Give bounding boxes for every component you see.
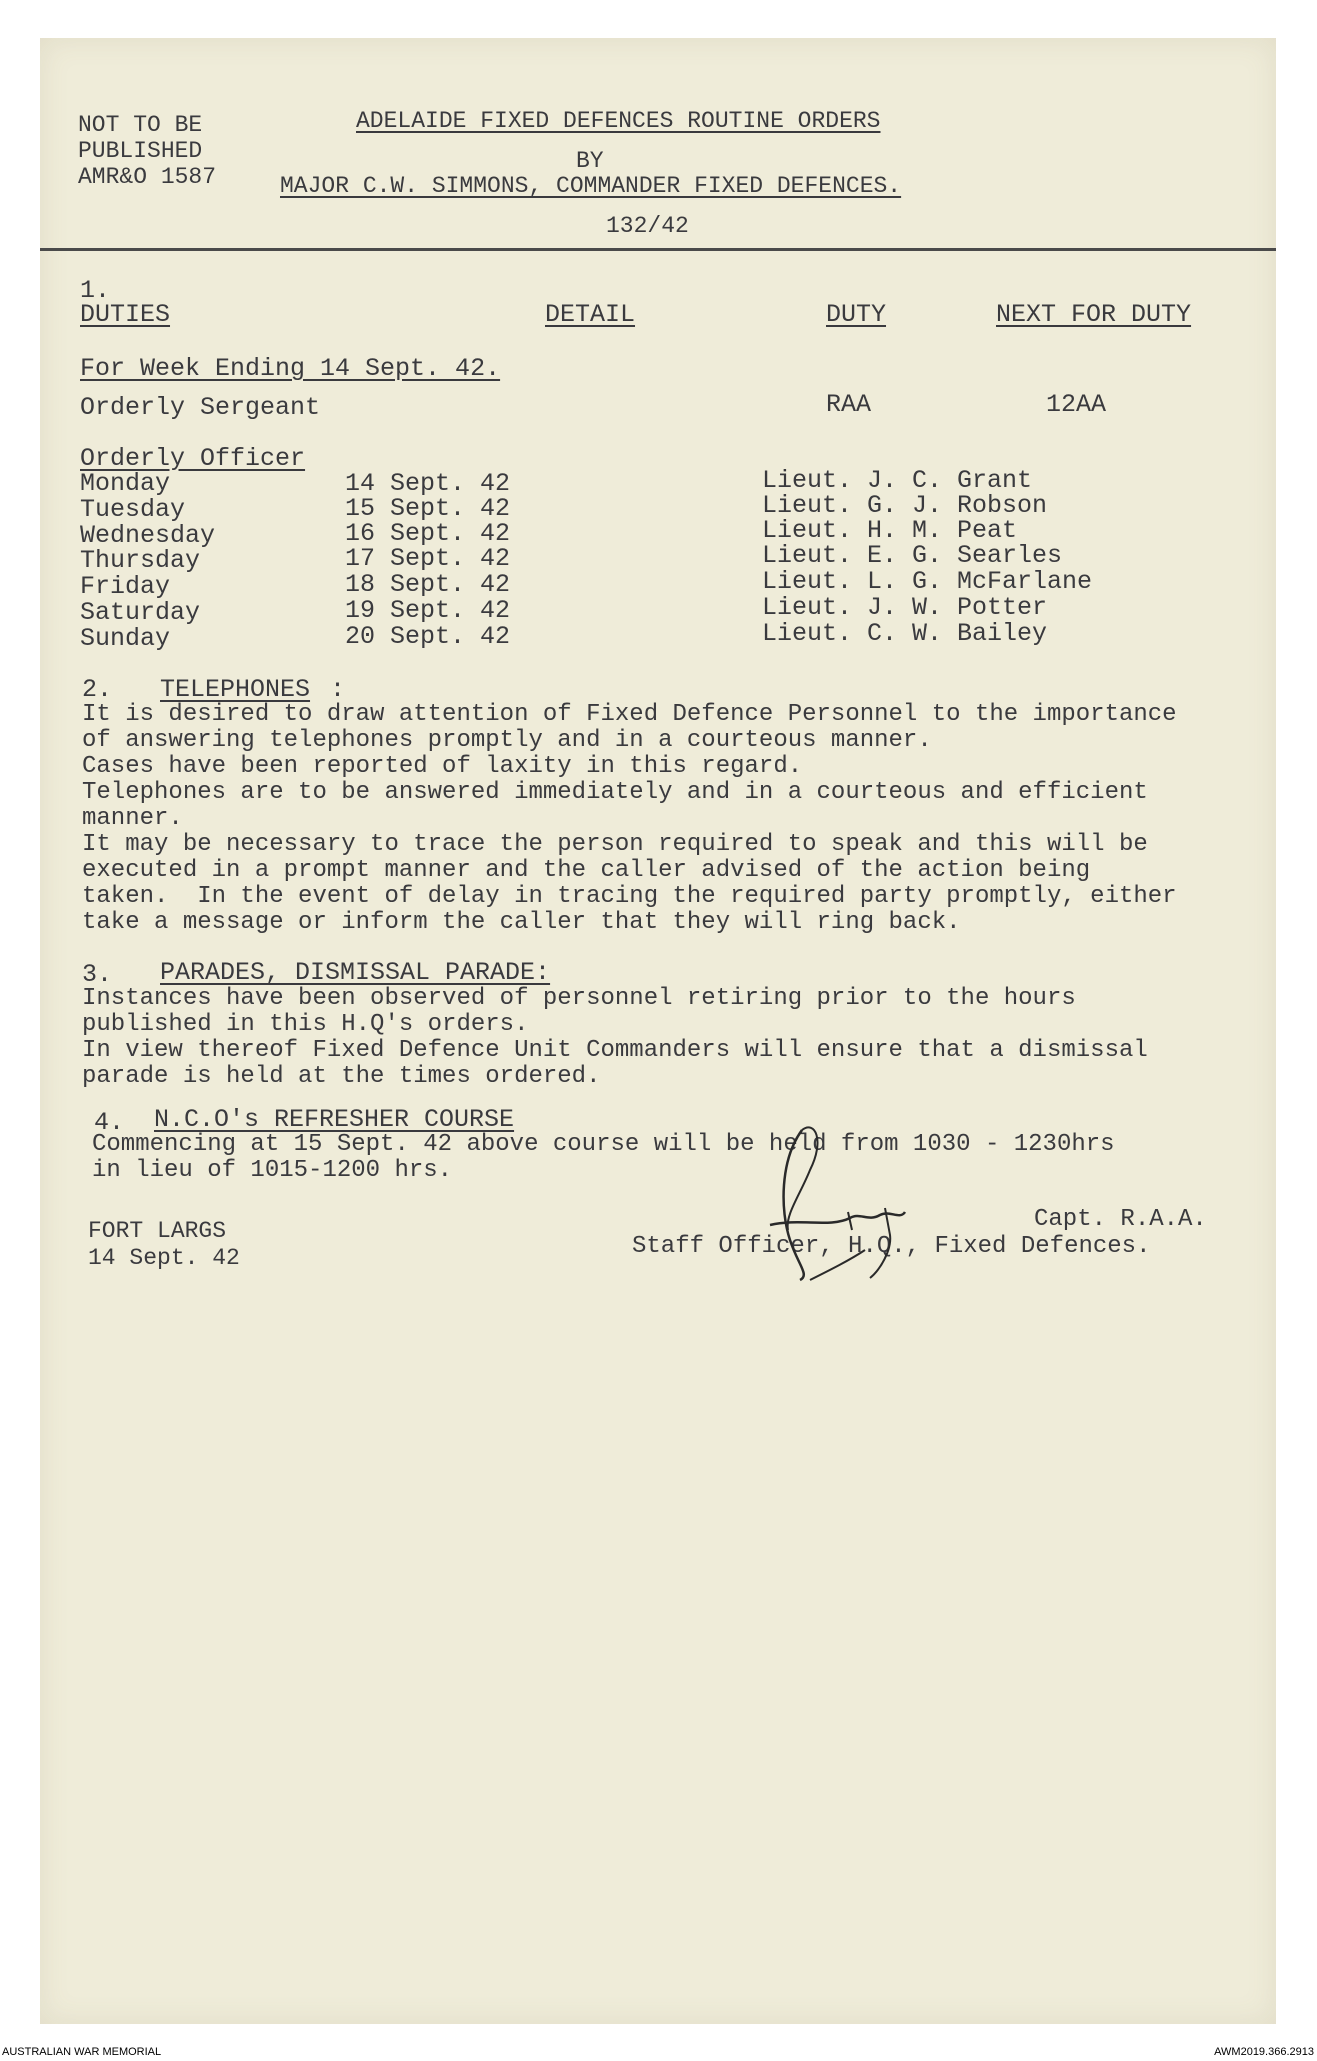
roster-day: Sunday xyxy=(80,624,171,653)
roster-date: 14 Sept. 42 xyxy=(345,469,511,498)
section-1-number: 1. xyxy=(80,276,111,305)
order-number: 132/42 xyxy=(606,213,689,239)
roster-officer: Lieut. H. M. Peat xyxy=(762,516,1018,545)
signatory-appointment: Staff Officer, H.Q., Fixed Defences. xyxy=(632,1233,1151,1260)
section-2-number: 2. xyxy=(82,675,113,704)
signatory-rank: Capt. R.A.A. xyxy=(1034,1206,1207,1233)
body-line: Instances have been observed of personnel retiring prior to the hours xyxy=(82,985,1076,1012)
body-line: manner. xyxy=(82,805,183,832)
orderly-officer-heading: Orderly Officer xyxy=(80,444,306,473)
roster-date: 17 Sept. 42 xyxy=(345,544,511,573)
section-3-heading: PARADES, DISMISSAL PARADE: xyxy=(160,958,551,987)
roster-officer: Lieut. L. G. McFarlane xyxy=(762,567,1093,596)
roster-day: Monday xyxy=(80,469,171,498)
roster-date: 19 Sept. 42 xyxy=(345,596,511,625)
restriction-line-2: PUBLISHED xyxy=(78,138,203,164)
archive-reference: AWM2019.366.2913 xyxy=(1214,2046,1314,2058)
body-line: in lieu of 1015-1200 hrs. xyxy=(92,1157,453,1184)
closing-date: 14 Sept. 42 xyxy=(88,1245,240,1271)
roster-day: Friday xyxy=(80,572,171,601)
body-line: In view thereof Fixed Defence Unit Commanders will ensure that a dismissal xyxy=(82,1037,1148,1064)
body-line: Cases have been reported of laxity in this regard. xyxy=(82,753,803,780)
roster-officer: Lieut. E. G. Searles xyxy=(762,541,1063,570)
column-next-for-duty: NEXT FOR DUTY xyxy=(996,300,1192,329)
roster-date: 20 Sept. 42 xyxy=(345,622,511,651)
column-duties: DUTIES xyxy=(80,300,171,329)
roster-date: 18 Sept. 42 xyxy=(345,570,511,599)
section-4-heading: N.C.O's REFRESHER COURSE xyxy=(154,1105,515,1134)
commander-line: MAJOR C.W. SIMMONS, COMMANDER FIXED DEFENCES. xyxy=(280,173,902,199)
week-heading: For Week Ending 14 Sept. 42. xyxy=(80,354,501,383)
roster-date: 15 Sept. 42 xyxy=(345,494,511,523)
section-4-number: 4. xyxy=(94,1108,125,1137)
title-by: BY xyxy=(576,148,604,174)
column-detail: DETAIL xyxy=(545,300,636,329)
roster-day: Thursday xyxy=(80,546,201,575)
restriction-line-3: AMR&O 1587 xyxy=(78,164,217,190)
roster-officer: Lieut. J. W. Potter xyxy=(762,593,1048,622)
roster-date: 16 Sept. 42 xyxy=(345,519,511,548)
orderly-sergeant-duty: RAA xyxy=(826,390,872,419)
body-line: published in this H.Q's orders. xyxy=(82,1011,529,1038)
orderly-sergeant-label: Orderly Sergeant xyxy=(80,393,321,422)
body-line: It may be necessary to trace the person required to speak and this will be xyxy=(82,831,1148,858)
archive-credit: AUSTRALIAN WAR MEMORIAL xyxy=(2,2046,162,2058)
restriction-line-1: NOT TO BE xyxy=(78,112,203,138)
roster-day: Wednesday xyxy=(80,521,216,550)
roster-day: Saturday xyxy=(80,598,201,627)
body-line: take a message or inform the caller that they will ring back. xyxy=(82,909,961,936)
roster-officer: Lieut. J. C. Grant xyxy=(762,466,1033,495)
document-title: ADELAIDE FIXED DEFENCES ROUTINE ORDERS xyxy=(356,108,881,134)
body-line: taken. In the event of delay in tracing the required party promptly, either xyxy=(82,883,1177,910)
closing-place: FORT LARGS xyxy=(88,1218,227,1244)
roster-officer: Lieut. C. W. Bailey xyxy=(762,619,1048,648)
section-3-number: 3. xyxy=(82,960,113,989)
body-line: Telephones are to be answered immediately and in a courteous and efficient xyxy=(82,779,1148,806)
header-rule xyxy=(40,248,1276,251)
roster-day: Tuesday xyxy=(80,495,186,524)
body-line: Commencing at 15 Sept. 42 above course will be held from 1030 - 1230hrs xyxy=(92,1131,1115,1158)
body-line: It is desired to draw attention of Fixed Defence Personnel to the importance xyxy=(82,701,1177,728)
column-duty: DUTY xyxy=(826,300,887,329)
section-2-heading: TELEPHONES xyxy=(160,675,311,704)
handwritten-signature xyxy=(740,1100,940,1290)
roster-officer: Lieut. G. J. Robson xyxy=(762,491,1048,520)
body-line: of answering telephones promptly and in a courteous manner. xyxy=(82,727,932,754)
body-line: executed in a prompt manner and the caller advised of the action being xyxy=(82,857,1091,884)
section-2-colon: : xyxy=(330,675,346,704)
orderly-sergeant-next: 12AA xyxy=(1046,390,1107,419)
body-line: parade is held at the times ordered. xyxy=(82,1063,601,1090)
